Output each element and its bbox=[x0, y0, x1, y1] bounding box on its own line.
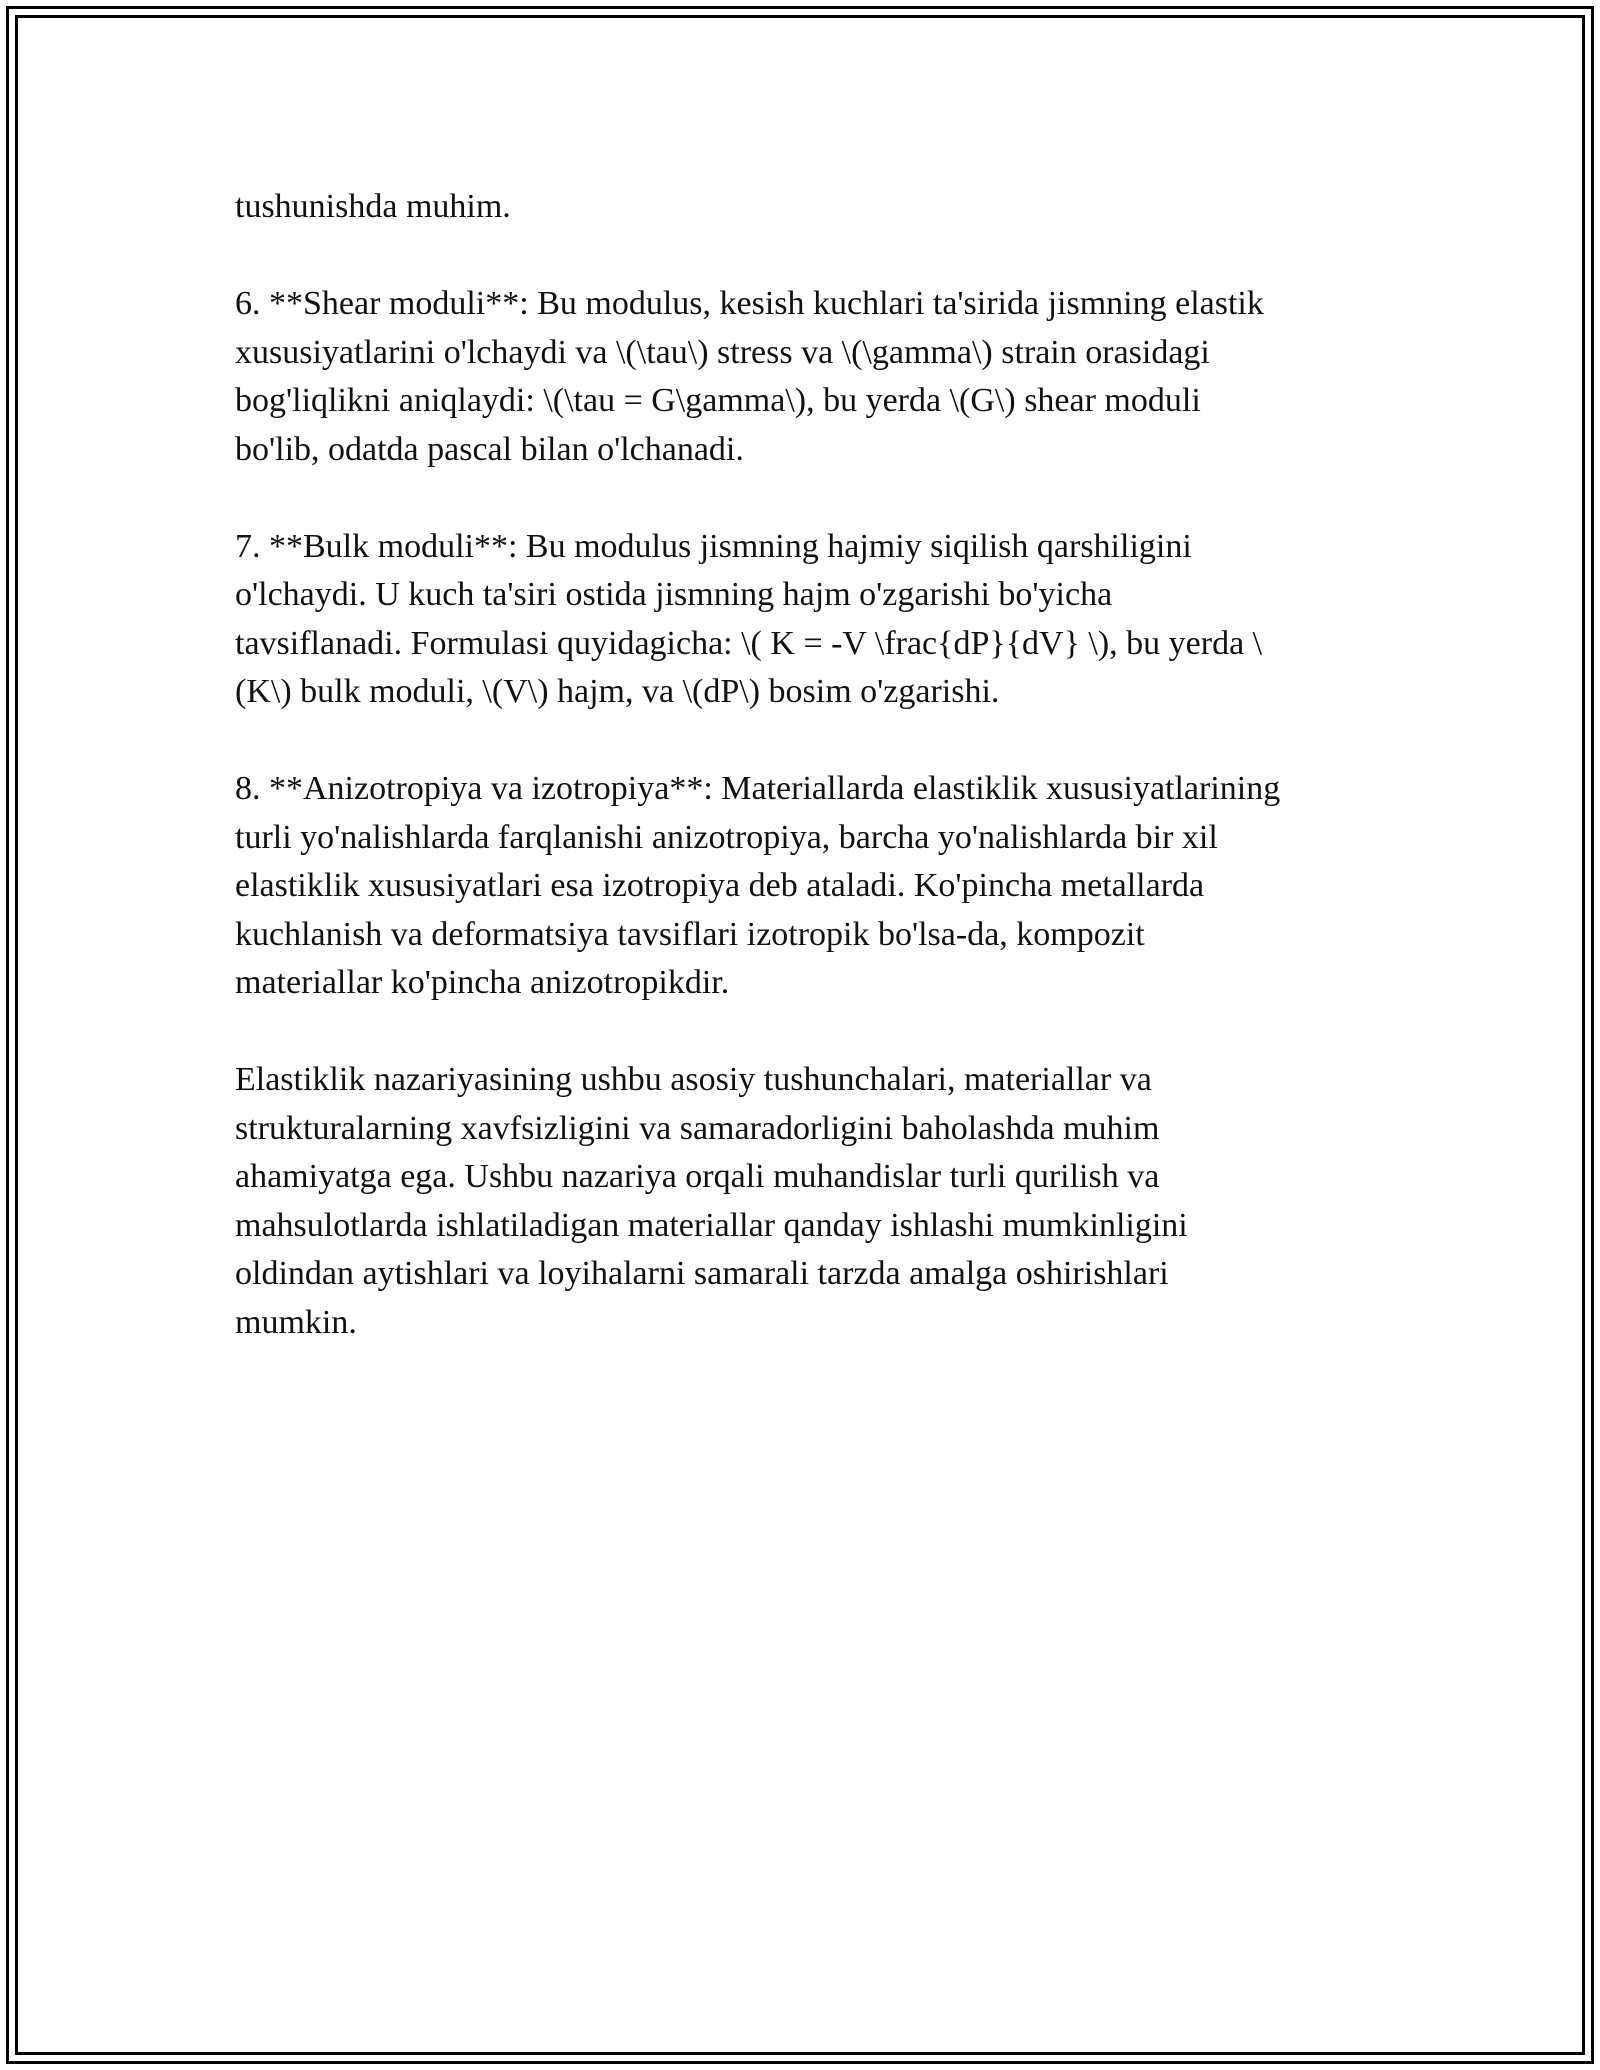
text-line: o'lchaydi. U kuch ta'siri ostida jismning hajm o'zgarishi bo'yicha bbox=[235, 576, 1113, 613]
text-line: elastiklik xususiyatlari esa izotropiya deb ataladi. Ko'pincha metallarda bbox=[235, 867, 1205, 904]
paragraph-conclusion bbox=[235, 1056, 1375, 1347]
text-line: 7. **Bulk moduli**: Bu modulus jismning hajmiy siqilish qarshiligini bbox=[235, 527, 1192, 565]
text-line: 6. **Shear moduli**: Bu modulus, kesish kuchlari ta'sirida jismning elastik bbox=[235, 285, 1264, 322]
document-body bbox=[235, 183, 1375, 1396]
paragraph-bulk-moduli bbox=[235, 523, 1375, 717]
paragraph-shear-moduli bbox=[235, 280, 1375, 474]
text-line: materiallar ko'pincha anizotropikdir. bbox=[235, 964, 730, 1001]
text-line: 8. **Anizotropiya va izotropiya**: Materiallarda elastiklik xususiyatlarining bbox=[235, 770, 1281, 807]
text-line: oldindan aytishlari va loyihalarni samarali tarzda amalga oshirishlari bbox=[235, 1255, 1169, 1292]
text-line: ahamiyatga ega. Ushbu nazariya orqali muhandislar turli qurilish va bbox=[235, 1158, 1160, 1195]
text-line: mumkin. bbox=[235, 1303, 357, 1341]
text-line: tavsiflanadi. Formulasi quyidagicha: \( K = -V \frac{dP}{dV} \), bu yerda \ bbox=[235, 624, 1263, 662]
text-line: (K\) bulk moduli, \(V\) hajm, va \(dP\) bosim o'zgarishi. bbox=[235, 673, 1000, 710]
text-line: Elastiklik nazariyasining ushbu asosiy tushunchalari, materiallar va bbox=[235, 1061, 1152, 1098]
text-line: bo'lib, odatda pascal bilan o'lchanadi. bbox=[235, 430, 744, 468]
text-line: tushunishda muhim. bbox=[235, 188, 511, 225]
text-line: mahsulotlarda ishlatiladigan materiallar qanday ishlashi mumkinligini bbox=[235, 1206, 1188, 1244]
text-line: kuchlanish va deformatsiya tavsiflari izotropik bo'lsa-da, kompozit bbox=[235, 915, 1145, 953]
text-line: strukturalarning xavfsizligini va samaradorligini baholashda muhim bbox=[235, 1109, 1160, 1147]
paragraph-anizotropiya bbox=[235, 765, 1375, 1008]
text-line: xususiyatlarini o'lchaydi va \(\tau\) stress va \(\gamma\) strain orasidagi bbox=[235, 333, 1210, 371]
paragraph-continuation bbox=[235, 183, 1375, 232]
text-line: turli yo'nalishlarda farqlanishi anizotropiya, barcha yo'nalishlarda bir xil bbox=[235, 818, 1218, 856]
text-line: bog'liqlikni aniqlaydi: \(\tau = G\gamma\), bu yerda \(G\) shear moduli bbox=[235, 382, 1201, 419]
